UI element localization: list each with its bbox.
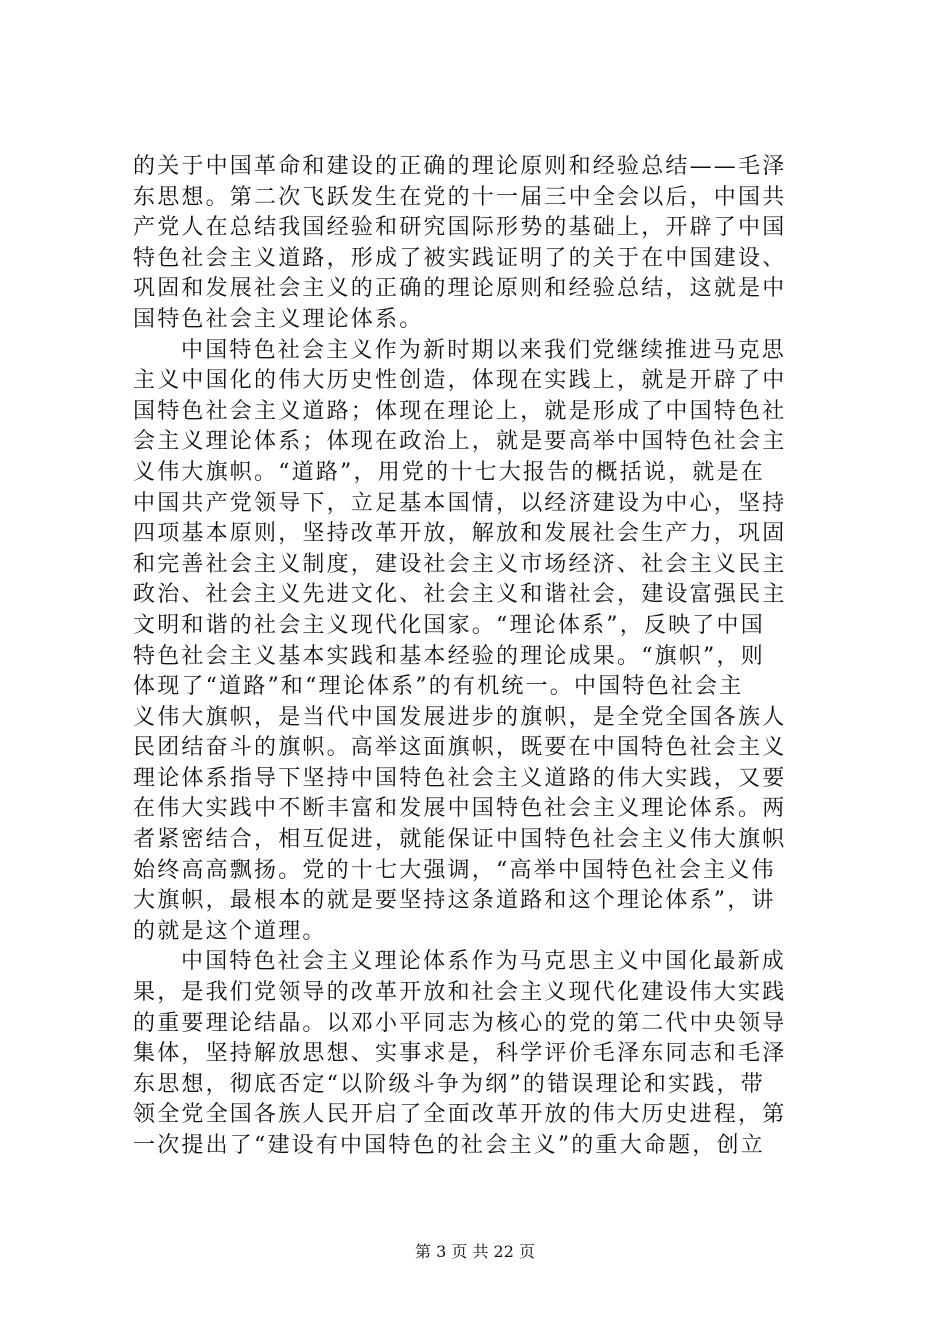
text-line: 始终高高飘扬。党的十七大强调，“高举中国特色社会主义伟 <box>133 857 776 883</box>
text-line: 体现了“道路”和“理论体系”的有机统一。中国特色社会主 <box>133 674 744 700</box>
text-line: 国特色社会主义理论体系。 <box>133 306 424 332</box>
text-line: 在伟大实践中不断丰富和发展中国特色社会主义理论体系。两 <box>133 796 787 822</box>
text-line: 主义中国化的伟大历史性创造，体现在实践上，就是开辟了中 <box>133 368 787 394</box>
text-line: 文明和谐的社会主义现代化国家。“理论体系”，反映了中国 <box>133 612 765 638</box>
paragraph-first-line: 中国特色社会主义理论体系作为马克思主义中国化最新成 <box>181 949 787 975</box>
text-line: 义伟大旗帜。“道路”，用党的十七大报告的概括说，就是在 <box>133 459 765 485</box>
body-text <box>133 152 823 1162</box>
text-line: 产党人在总结我国经验和研究国际形势的基础上，开辟了中国 <box>133 215 787 241</box>
text-line: 四项基本原则，坚持改革开放，解放和发展社会生产力，巩固 <box>133 521 787 547</box>
text-line: 国特色社会主义道路；体现在理论上，就是形成了中国特色社 <box>133 398 787 424</box>
text-line: 集体，坚持解放思想、实事求是，科学评价毛泽东同志和毛泽 <box>133 1041 787 1067</box>
text-line: 和完善社会主义制度，建设社会主义市场经济、社会主义民主 <box>133 551 787 577</box>
text-line: 果，是我们党领导的改革开放和社会主义现代化建设伟大实践 <box>133 980 787 1006</box>
paragraph-first-line: 中国特色社会主义作为新时期以来我们党继续推进马克思 <box>181 337 787 363</box>
text-line: 义伟大旗帜，是当代中国发展进步的旗帜，是全党全国各族人 <box>133 704 787 730</box>
text-line: 东思想。第二次飞跃发生在党的十一届三中全会以后，中国共 <box>133 184 787 210</box>
text-line: 大旗帜，最根本的就是要坚持这条道路和这个理论体系”，讲 <box>133 888 776 914</box>
text-line: 特色社会主义基本实践和基本经验的理论成果。“旗帜”，则 <box>133 643 765 669</box>
page-number-footer: 第 3 页 共 22 页 <box>415 1242 535 1261</box>
text-line: 民团结奋斗的旗帜。高举这面旗帜，既要在中国特色社会主义 <box>133 735 787 761</box>
text-line: 领全党全国各族人民开启了全面改革开放的伟大历史进程，第 <box>133 1102 787 1128</box>
text-line: 会主义理论体系；体现在政治上，就是要高举中国特色社会主 <box>133 429 787 455</box>
text-line: 理论体系指导下坚持中国特色社会主义道路的伟大实践，又要 <box>133 765 787 791</box>
text-line: 一次提出了“建设有中国特色的社会主义”的重大命题，创立 <box>133 1133 765 1158</box>
text-line: 的重要理论结晶。以邓小平同志为核心的党的第二代中央领导 <box>133 1010 787 1036</box>
text-line: 特色社会主义道路，形成了被实践证明了的关于在中国建设、 <box>133 245 787 271</box>
text-line: 者紧密结合，相互促进，就能保证中国特色社会主义伟大旗帜 <box>133 827 787 853</box>
text-line: 中国共产党领导下，立足基本国情，以经济建设为中心，坚持 <box>133 490 787 516</box>
text-line: 的就是这个道理。 <box>133 918 327 944</box>
text-line: 政治、社会主义先进文化、社会主义和谐社会，建设富强民主 <box>133 582 787 608</box>
text-line: 巩固和发展社会主义的正确的理论原则和经验总结，这就是中 <box>133 276 787 302</box>
text-line: 东思想，彻底否定“以阶级斗争为纲”的错误理论和实践，带 <box>133 1071 765 1097</box>
text-line: 的关于中国革命和建设的正确的理论原则和经验总结——毛泽 <box>133 154 787 179</box>
